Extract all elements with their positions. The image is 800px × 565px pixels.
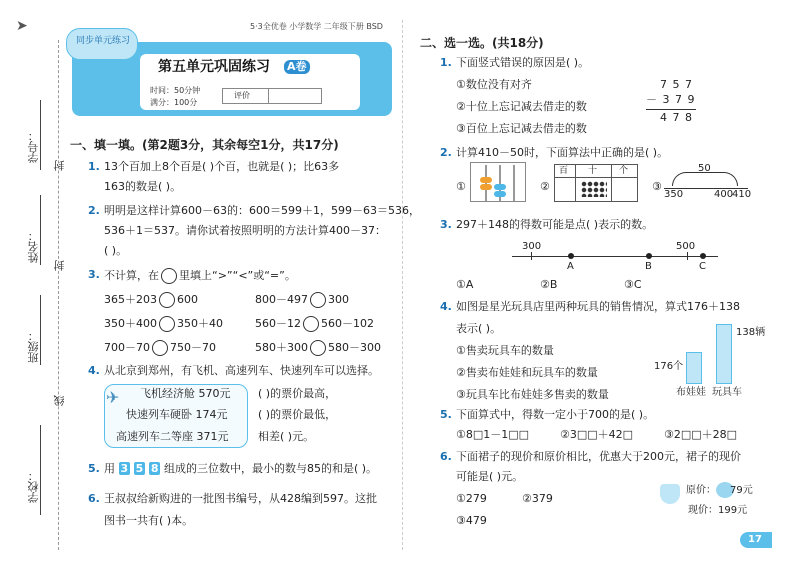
section2-title: 二、选一选。(共18分)	[420, 36, 544, 50]
q5-line1	[104, 462, 377, 476]
section1-title: 一、填一填。(第2题3分，其余每空1分，共17分)	[70, 138, 339, 152]
title-tag: A卷	[284, 60, 310, 74]
col-hundreds: 百	[559, 166, 569, 176]
line-label: 线	[53, 395, 66, 406]
grade-label: 评价	[234, 91, 250, 100]
s2q2-choice2[interactable]: ②	[540, 180, 550, 193]
q3-item-b: 350＋40	[177, 317, 223, 330]
grade-box-divider	[268, 88, 269, 104]
q3-item-b: 580－300	[328, 341, 381, 354]
bead	[480, 184, 492, 190]
s2q3-option1[interactable]: ①A	[456, 278, 474, 291]
point-a	[568, 253, 574, 259]
q2-number: 2.	[88, 204, 100, 217]
bead	[494, 191, 506, 197]
q6-line1: 王叔叔给新购进的一批图书编号，从428编到597。这批	[104, 492, 377, 505]
nl3-500: 500	[676, 241, 696, 252]
q3-item-3	[104, 316, 223, 332]
s2q1-line1: 下面竖式错误的原因是( )。	[456, 56, 590, 69]
time-text: 时间：50分钟	[150, 86, 201, 95]
name-label: 姓名：	[27, 230, 40, 263]
original-price-label: 原价：	[686, 485, 716, 496]
col-tens: 十	[588, 166, 598, 176]
label-c: C	[699, 261, 706, 272]
answer-circle[interactable]	[152, 340, 168, 356]
q6-line2: 图书一共有( )本。	[104, 514, 194, 527]
s2q3-number: 3.	[440, 218, 452, 231]
dress-icon	[660, 484, 680, 504]
s2q3-option3[interactable]: ③C	[624, 278, 642, 291]
school-label: 学校：	[27, 470, 40, 503]
q3-text-b: 里填上“>”“<”或“=”。	[179, 269, 296, 282]
q6-number: 6.	[88, 492, 100, 505]
fare-plane: 飞机经济舱 570元	[140, 387, 231, 400]
s2q4-option2[interactable]: ②售卖布娃娃和玩具车的数量	[456, 366, 598, 379]
badge-text: 同步单元练习	[76, 36, 131, 46]
s2q6-option2[interactable]: ②379	[522, 492, 553, 505]
s2q6-number: 6.	[440, 450, 452, 463]
q3-item-b: 750－70	[170, 341, 216, 354]
q3-item-a: 700－70	[104, 341, 150, 354]
q3-item-6	[255, 340, 381, 356]
q3-item-b: 300	[328, 293, 349, 306]
s2q6-option1[interactable]: ①279	[456, 492, 487, 505]
binding-line	[58, 40, 59, 550]
digit-card: 8	[150, 462, 159, 475]
s2q2-choice3[interactable]: ③	[652, 180, 662, 193]
q3-item-a: 800－497	[255, 293, 308, 306]
series-text: 5·3全优卷 小学数学 二年级下册 BSD	[250, 22, 383, 31]
compare-circle	[161, 268, 177, 284]
jump-50-label: 50	[698, 163, 711, 174]
student-id-label: 学号：	[27, 130, 40, 163]
q3-item-2	[255, 292, 349, 308]
s2q5-option2[interactable]: ②3□□＋42□	[560, 428, 634, 441]
answer-circle[interactable]	[303, 316, 319, 332]
s2q2-choice1[interactable]: ①	[456, 180, 466, 193]
q5-number: 5.	[88, 462, 100, 475]
nl3-300: 300	[522, 241, 542, 252]
q4-answer-2: ( )的票价最低，	[258, 408, 337, 421]
vertical-calc-line2: － 3 7 9	[646, 93, 696, 106]
s2q3-line1: 297＋148的得数可能是点( )表示的数。	[456, 218, 654, 231]
vertical-calc-line3: 4 7 8	[660, 111, 693, 124]
q3-item-a: 560－12	[255, 317, 301, 330]
vertical-calc-line1: 7 5 7	[660, 78, 693, 91]
jump-arc	[672, 172, 738, 186]
page-divider	[402, 20, 403, 550]
q3-number: 3.	[88, 268, 100, 281]
class-line	[40, 295, 41, 365]
place-value-table	[554, 164, 638, 202]
current-price: 现价：199元	[688, 505, 748, 516]
bar-doll	[686, 352, 702, 384]
q4-number: 4.	[88, 364, 100, 377]
s2q4-option1[interactable]: ①售卖玩具车的数量	[456, 344, 554, 357]
label-a: A	[567, 261, 574, 272]
s2q3-option2[interactable]: ②B	[540, 278, 558, 291]
table-divider	[575, 165, 576, 201]
q3-text-a: 不计算，在	[104, 269, 159, 282]
q3-item-4	[255, 316, 374, 332]
s2q2-number: 2.	[440, 146, 452, 159]
bead	[494, 184, 506, 190]
school-line	[40, 425, 41, 515]
name-line	[40, 195, 41, 265]
airplane-icon: ✈	[106, 388, 120, 407]
bar-car	[716, 324, 732, 384]
q3-item-1	[104, 292, 198, 308]
q3-item-5	[104, 340, 216, 356]
answer-circle[interactable]	[159, 316, 175, 332]
page-title: 第五单元巩固练习	[158, 59, 270, 75]
s2q4-number: 4.	[440, 300, 452, 313]
s2q1-option1[interactable]: ①数位没有对齐	[456, 78, 532, 91]
s2q4-line2: 表示( )。	[456, 322, 502, 335]
q5-text-a: 用	[104, 462, 115, 475]
s2q2-line1: 计算410－50时，下面算法中正确的是( )。	[456, 146, 669, 159]
digit-card: 3	[120, 462, 129, 475]
answer-circle[interactable]	[159, 292, 175, 308]
q2-line1: 明明是这样计算600－63的：600＝599＋1，599－63＝536，	[104, 204, 420, 217]
tick-300	[531, 252, 532, 260]
q2-line2: 536＋1＝537。请你试着按照明明的方法计算400－37：	[104, 224, 386, 237]
q4-line1: 从北京到郑州，有飞机、高速列车、快速列车可以选择。	[104, 364, 379, 377]
vertical-calc-rule	[646, 109, 696, 110]
answer-circle[interactable]	[310, 292, 326, 308]
abacus-rod	[485, 165, 487, 201]
class-label: 班级：	[27, 330, 40, 363]
page-number: 17	[748, 534, 762, 545]
original-price-value: 79元	[730, 485, 753, 496]
s2q4-line1: 如图是星光玩具店里两种玩具的销售情况，算式176＋138	[456, 300, 740, 313]
s2q4-option3[interactable]: ③玩具车比布娃娃多售卖的数量	[456, 388, 609, 401]
nl-350: 350	[664, 189, 684, 200]
q3-item-b: 600	[177, 293, 198, 306]
digit-card: 5	[135, 462, 144, 475]
student-id-line	[40, 100, 41, 170]
label-doll: 布娃娃	[676, 387, 706, 398]
q1-line2: 163的数是( )。	[104, 180, 182, 193]
q1-number: 1.	[88, 160, 100, 173]
seal-label-2: 封	[53, 260, 66, 271]
seal-label: 封	[53, 160, 66, 171]
table-divider	[611, 165, 612, 201]
q1-line1: 13个百加上8个百是( )个百，也就是( )；比63多	[104, 160, 340, 173]
dot-grid	[581, 181, 607, 197]
s2q5-option3[interactable]: ③2□□＋28□	[664, 428, 738, 441]
label-b: B	[645, 261, 652, 272]
abacus-icon	[470, 162, 526, 202]
q3-item-a: 580＋300	[255, 341, 308, 354]
s2q1-option2[interactable]: ②十位上忘记减去借走的数	[456, 100, 587, 113]
s2q6-option3[interactable]: ③479	[456, 514, 487, 527]
s2q5-option1[interactable]: ①8□1－1□□	[456, 428, 530, 441]
q3-item-a: 350＋400	[104, 317, 157, 330]
nl-410: 410	[732, 189, 752, 200]
point-b	[646, 253, 652, 259]
s2q1-option3[interactable]: ③百位上忘记减去借走的数	[456, 122, 587, 135]
fare-fast-train: 快速列车硬卧 174元	[126, 408, 228, 421]
score-text: 满分：100分	[150, 98, 198, 107]
q3-line1	[104, 268, 296, 284]
col-ones: 个	[619, 166, 629, 176]
tick-500	[687, 252, 688, 260]
label-138: 138辆	[736, 327, 766, 338]
q3-item-b: 560－102	[321, 317, 374, 330]
label-176: 176个	[654, 361, 684, 372]
fare-high-speed: 高速列车二等座 371元	[116, 430, 229, 443]
s2q5-line1: 下面算式中，得数一定小于700的是( )。	[456, 408, 655, 421]
q5-text-b: 组成的三位数中，最小的数与85的和是( )。	[163, 462, 378, 475]
nl-400: 400	[714, 189, 734, 200]
point-c	[700, 253, 706, 259]
q2-line3: ( )。	[104, 244, 128, 257]
bead	[480, 177, 492, 183]
s2q6-line2: 可能是( )元。	[456, 470, 524, 483]
q3-item-a: 365＋203	[104, 293, 157, 306]
s2q5-number: 5.	[440, 408, 452, 421]
q4-answer-3: 相差( )元。	[258, 430, 315, 443]
s2q1-number: 1.	[440, 56, 452, 69]
s2q6-line1: 下面裙子的现价和原价相比，优惠大于200元，裙子的现价	[456, 450, 741, 463]
label-car: 玩具车	[712, 387, 742, 398]
answer-circle[interactable]	[310, 340, 326, 356]
rocket-icon: ➤	[16, 18, 28, 34]
abacus-rod	[513, 165, 515, 201]
q4-answer-1: ( )的票价最高，	[258, 387, 337, 400]
